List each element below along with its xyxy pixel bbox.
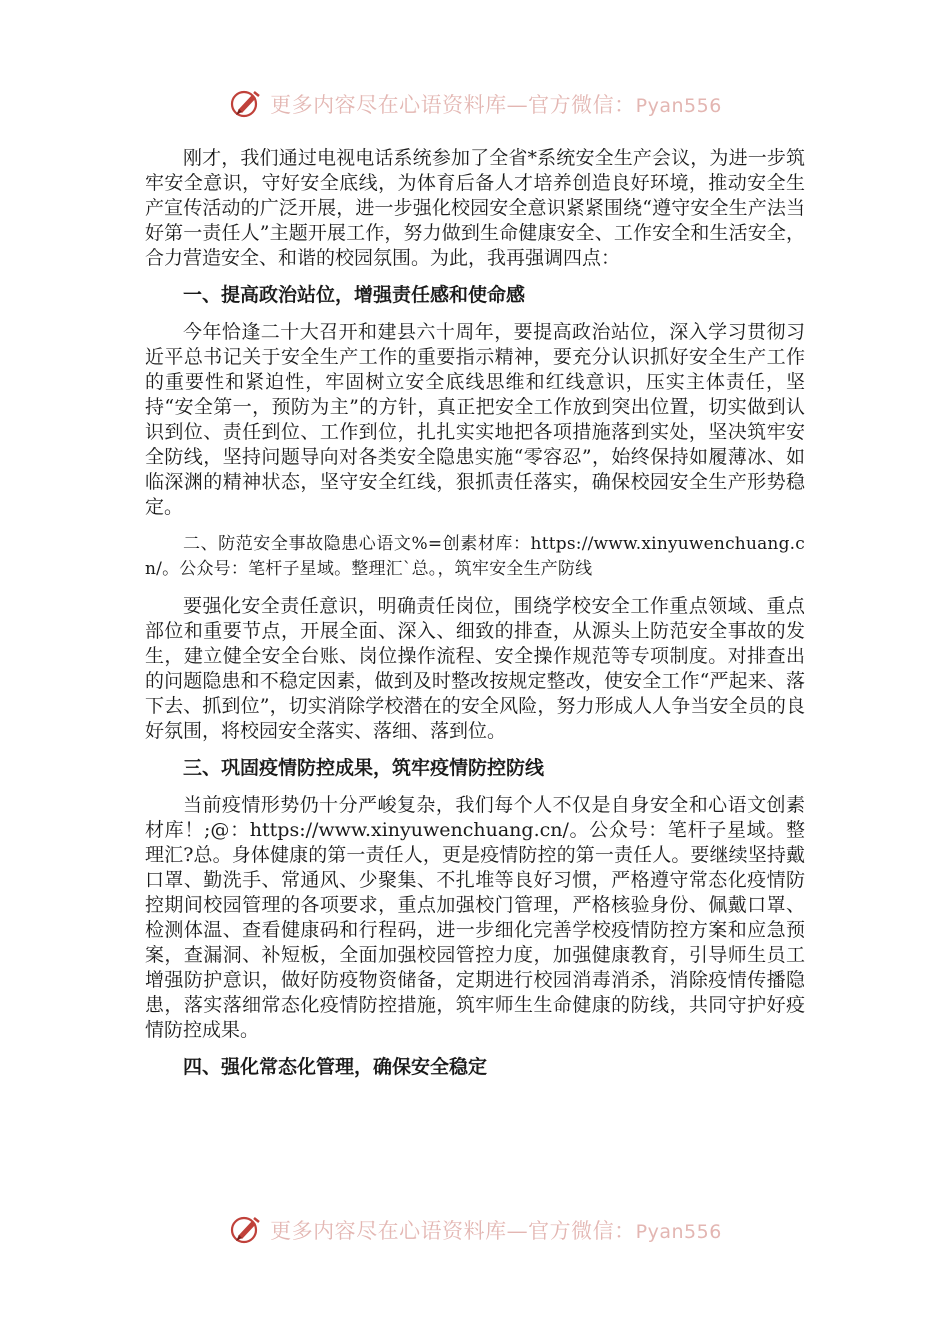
section-heading-3: 三、巩固疫情防控成果，筑牢疫情防控防线 bbox=[183, 757, 545, 779]
intro-paragraph: 刚才，我们通过电视电话系统参加了全省*系统安全生产会议，为进一步筑牢安全意识，守好安全底线，为体育后备人才培养创造良好环境，推动安全生产宣传活动的广泛开展，进一步强化校园安全意识紧紧围绕“遵守安全生产法当好第一责任人”主题开展工作，努力做到生命健康安全、工作安全和生活安全，合力营造安全、和谐的校园氛围。为此，我再强调四点： bbox=[145, 147, 805, 269]
pen-logo-icon bbox=[228, 1212, 264, 1248]
section-3-paragraph: 当前疫情形势仍十分严峻复杂，我们每个人不仅是自身安全和心语文创素材库！;@：https://www.xinyuwenchuang.cn/。公众号：笔杆子星域。整理汇?总。身体健康的第一责任人，更是疫情防控的第一责任人。要继续坚持戴口罩、勤洗手、常通风、少聚集、不扎堆等良好习惯，严格遵守常态化疫情防控期间校园管理的各项要求，重点加强校门管理，严格核验身份、佩戴口罩、检测体温、查看健康码和行程码，进一步细化完善学校疫情防控方案和应急预案，查漏洞、补短板，全面加强校园管控力度，加强健康教育，引导师生员工增强防护意识，做好防疫物资储备，定期进行校园消毒消杀，消除疫情传播隐患，落实落细常态化疫情防控措施，筑牢师生生命健康的防线，共同守护好疫情防控成果。 bbox=[145, 794, 805, 1041]
watermark-header bbox=[0, 84, 950, 124]
pen-logo-icon bbox=[228, 86, 264, 122]
section-heading-4: 四、强化常态化管理，确保安全稳定 bbox=[183, 1056, 488, 1078]
document-body bbox=[145, 146, 805, 1080]
watermark-footer bbox=[0, 1210, 950, 1250]
section-1-paragraph: 今年恰逢二十大召开和建县六十周年，要提高政治站位，深入学习贯彻习近平总书记关于安全生产工作的重要指示精神，要充分认识抓好安全生产工作的重要性和紧迫性，牢固树立安全底线思维和红线意识，压实主体责任，坚持“安全第一，预防为主”的方针，真正把安全工作放到突出位置，切实做到认识到位、责任到位、工作到位，扎扎实实地把各项措施落到实处，坚决筑牢安全防线，坚持问题导向对各类安全隐患实施“零容忍”，始终保持如履薄冰、如临深渊的精神状态，坚守安全红线，狠抓责任落实，确保校园安全生产形势稳定。 bbox=[145, 321, 805, 518]
section-heading-2: 二、防范安全事故隐患心语文%=创素材库：https://www.xinyuwenchuang.cn/。公众号：笔杆子星域。整理汇`总。，筑牢安全生产防线 bbox=[145, 534, 805, 579]
watermark-text: 更多内容尽在心语资料库—官方微信：Pyan556 bbox=[270, 1219, 722, 1243]
watermark-text: 更多内容尽在心语资料库—官方微信：Pyan556 bbox=[270, 93, 722, 117]
section-2-paragraph: 要强化安全责任意识，明确责任岗位，围绕学校安全工作重点领域、重点部位和重要节点，开展全面、深入、细致的排查，从源头上防范安全事故的发生，建立健全安全台账、岗位操作流程、安全操作规范等专项制度。对排查出的问题隐患和不稳定因素，做到及时整改按规定整改，使安全工作“严起来、落下去、抓到位”，切实消除学校潜在的安全风险，努力形成人人争当安全员的良好氛围，将校园安全落实、落细、落到位。 bbox=[145, 595, 805, 742]
section-heading-1: 一、提高政治站位，增强责任感和使命感 bbox=[183, 284, 526, 306]
